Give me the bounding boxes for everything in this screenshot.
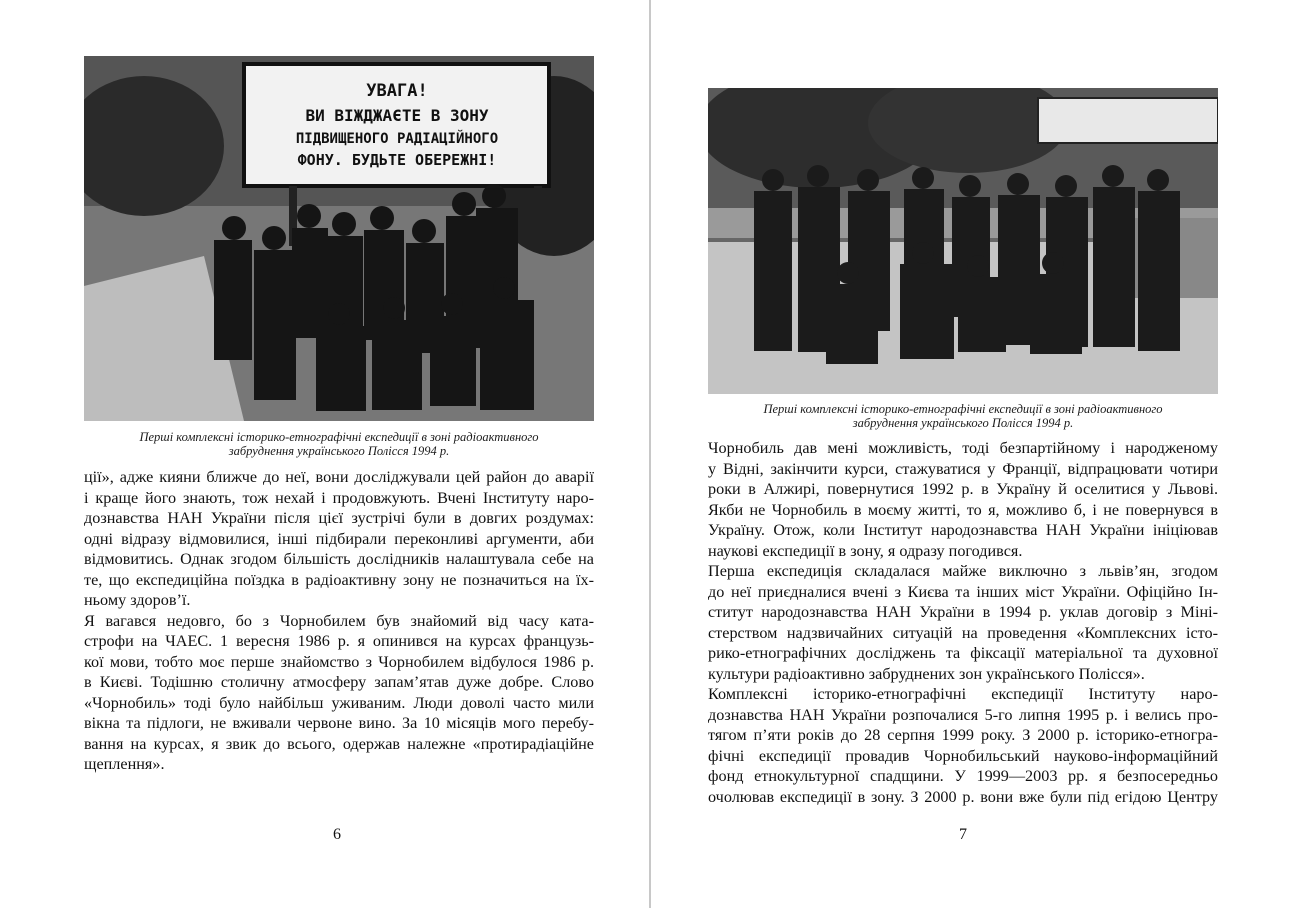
text-line: кої мови, тобто моє перше знайомство з Чорнобилем відбулося 1986 р.: [84, 652, 594, 671]
text-line: у Відні, закінчити курси, стажуватися у Франції, відпрацювати чотири: [708, 459, 1218, 478]
text-line: в Києві. Тодішню столичну атмосферу запам’ятав дуже добре. Слово: [84, 673, 594, 691]
photo-caption: [84, 430, 594, 458]
body-text: [708, 438, 1218, 807]
right-page: [651, 0, 1299, 908]
expedition-photo-with-sign: [84, 56, 594, 421]
text-line: Україну. Отож, коли Інститут народознавства НАН України ініціював: [708, 521, 1218, 539]
sign-line-4: ФОНУ. БУДЬТЕ ОБЕРЕЖНІ!: [297, 151, 497, 169]
text-line: до неї приєдналися вчені з Києва та інших міст України. Офіційно Ін-: [708, 582, 1218, 601]
text-line: фонд етнокультурної спадщини. У 1999—2003 рр. я безпосередньо: [708, 767, 1218, 785]
caption-line: забруднення українського Полісся 1994 р.: [228, 444, 450, 458]
text-line: Чорнобиль дав мені можливість, тоді безпартійному і народженому: [708, 439, 1218, 457]
text-line: ньому здоров’ї.: [84, 591, 191, 609]
text-line: одні відразу відмовилися, інші підбирали переконливі аргументи, аби: [84, 529, 594, 548]
text-line: роки в Алжирі, повернутися 1992 р. в Україну й оселитися у Львові.: [708, 480, 1218, 498]
left-page: [0, 0, 649, 908]
text-line: Перша експедиція складалася майже виключно з львів’ян, згодом: [708, 562, 1218, 580]
caption-line: забруднення українського Полісся 1994 р.: [852, 416, 1074, 430]
page-number: 6: [333, 826, 341, 843]
text-line: наукові експедиції в зону, я одразу погодився.: [708, 541, 1023, 560]
text-line: дознавства НАН України після цієї зустрічі були в довгих роздумах:: [84, 509, 594, 527]
text-line: стерством надзвичайних ситуацій на проведення «Комплексних істо-: [708, 623, 1218, 642]
sign-line-2: ВИ ВІЖДЖАЄТЕ В ЗОНУ: [305, 106, 489, 125]
text-line: Якби не Чорнобиль в моєму житті, то я, можливо б, і не повернувся в: [708, 500, 1218, 519]
text-line: щеплення».: [84, 755, 165, 773]
caption-line: Перші комплексні історико-етнографічні експедиції в зоні радіоактивного: [139, 430, 539, 444]
text-line: рико-етнографічних досліджень та фіксації матеріальної та духовної: [708, 644, 1218, 662]
text-line: «Чорнобиль» тоді було найбільш уживаним. Люди доволі часто мили: [84, 693, 594, 712]
text-line: культури радіоактивно забруднених зон українського Полісся».: [708, 664, 1145, 683]
body-text: [84, 467, 594, 775]
text-line: Я вагався недовго, бо з Чорнобилем був знайомий від часу ката-: [84, 611, 594, 630]
photo-caption: [708, 402, 1218, 430]
text-line: тягом п’яти років до 28 серпня 1999 року. З 2000 р. історико-етногра-: [708, 726, 1218, 744]
text-line: дознавства НАН України розпочалися 5-го липня 1995 р. і велись про-: [708, 705, 1218, 724]
text-line: строфи на ЧАЕС. 1 вересня 1986 р. я опинився на курсах французь-: [84, 632, 594, 650]
caption-line: Перші комплексні історико-етнографічні експедиції в зоні радіоактивного: [763, 402, 1163, 416]
expedition-group-photo: [708, 88, 1218, 394]
text-line: вікна та підлоги, не вживали червоне вино. За 10 місяців мого перебу-: [84, 714, 594, 732]
text-line: відмовитись. Однак згодом більшість дослідників налаштувала себе на: [84, 550, 594, 568]
text-line: те, що експедиційна поїздка в радіоактивну зону не позначиться на їх-: [84, 570, 594, 589]
text-line: вання на курсах, я звик до всього, одержав належне «протирадіаційне: [84, 734, 594, 753]
text-line: фічні експедиції провадив Чорнобильський науково-інформаційний: [708, 746, 1218, 765]
sign-line-1: УВАГА!: [366, 81, 428, 101]
sign-line-3: ПІДВИЩЕНОГО РАДІАЦІЙНОГО: [295, 131, 499, 147]
page-number: 7: [959, 826, 967, 843]
text-line: очолював експедиції в зону. З 2000 р. вони вже були під егідою Центру: [708, 787, 1218, 806]
text-line: Комплексні історико-етнографічні експедиції Інституту наро-: [708, 685, 1218, 703]
text-line: ститут народознавства НАН України в 1994 р. уклав договір з Міні-: [708, 603, 1218, 621]
text-line: ції», адже кияни ближче до неї, вони досліджували цей район до аварії: [84, 468, 594, 486]
text-line: і краще його знають, тож нехай і продовжують. Вчені Інституту наро-: [84, 488, 594, 507]
